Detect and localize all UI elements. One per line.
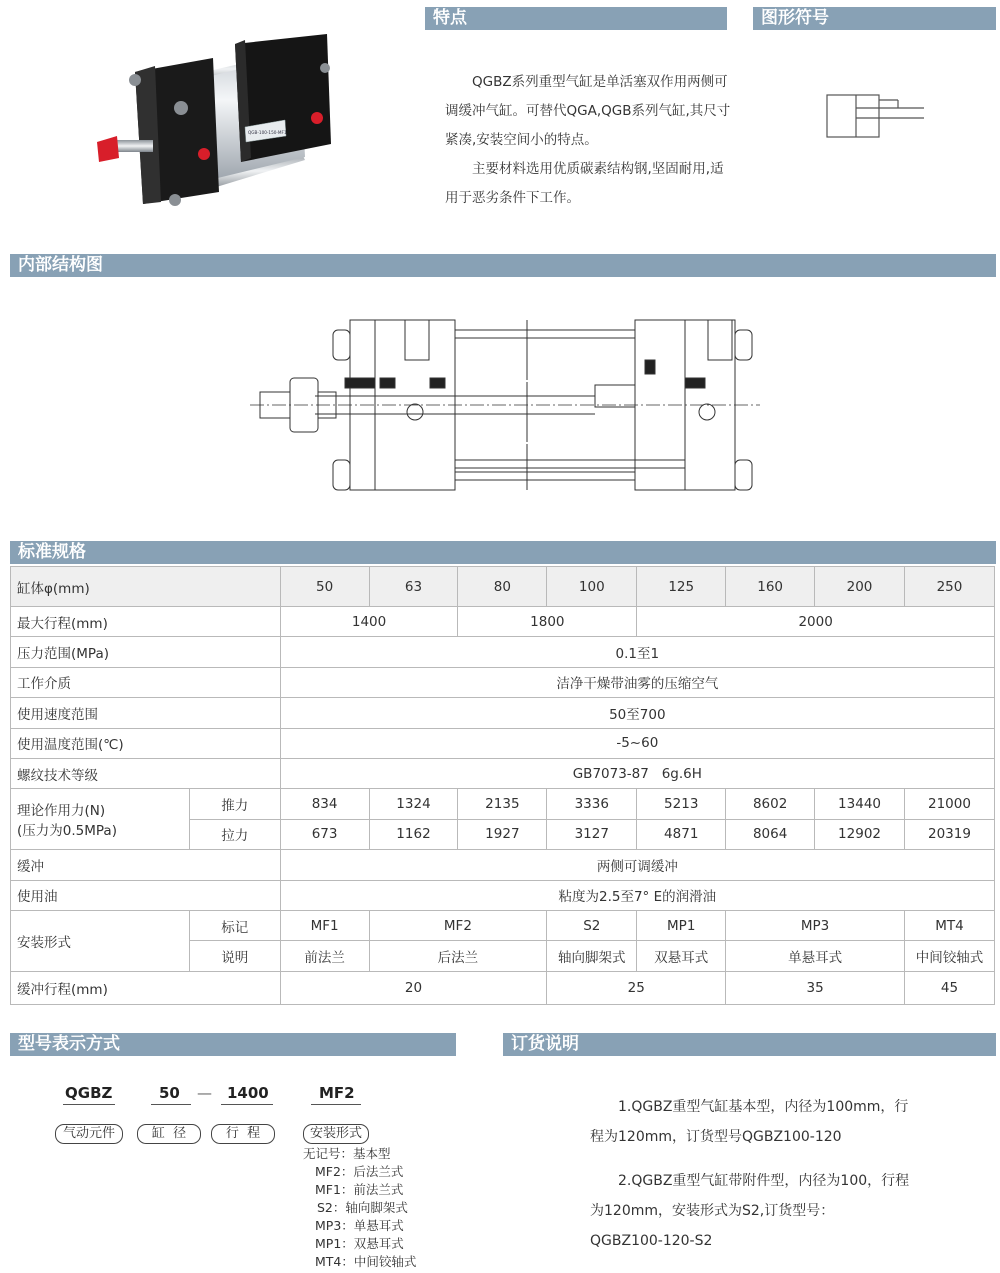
cushion-stroke-label: 缓冲行程(mm) [11,971,281,1004]
spec-row-temperature [11,728,995,758]
mount-mark: MP3 [726,910,905,940]
pressure-label: 压力范围(MPa) [11,637,281,667]
pill-bore: 缸 径 [137,1124,201,1144]
model-code-series: QGBZ [65,1084,113,1102]
desc-label: 说明 [189,941,280,971]
pull-value: 12902 [815,819,905,849]
push-value: 834 [280,789,369,819]
oil-label: 使用油 [11,880,281,910]
mount-desc: 双悬耳式 [637,941,726,971]
features-text [445,68,735,213]
spec-row-max-stroke [11,607,995,637]
mount-mark: MT4 [904,910,994,940]
mount-desc: 中间铰轴式 [904,941,994,971]
push-value: 13440 [815,789,905,819]
temperature-value: -5~60 [280,728,994,758]
pill-stroke: 行 程 [211,1124,275,1144]
mount-mark: MF2 [369,910,547,940]
model-code-stroke: 1400 [227,1084,269,1102]
cushion-label: 缓冲 [11,850,281,880]
spec-row-push [11,789,995,819]
bore-value: 200 [815,567,905,607]
spec-row-medium [11,667,995,697]
spec-row-cushion-stroke [11,971,995,1004]
order-example-1: 1.QGBZ重型气缸基本型，内径为100mm，行程为120mm，订货型号QGBZ100-120 [590,1099,909,1145]
cylinder-symbol-icon [826,94,926,139]
pull-value: 8064 [726,819,815,849]
model-code-mount: MF2 [319,1084,355,1102]
speed-value: 50至700 [280,698,994,728]
push-value: 8602 [726,789,815,819]
pull-value: 4871 [637,819,726,849]
mount-desc: 前法兰 [280,941,369,971]
internal-structure-diagram [245,300,765,510]
spec-row-mount-mark [11,910,995,940]
max-stroke-value: 1400 [280,607,458,637]
force-label-line-2: (压力为0.5MPa) [17,823,117,840]
mount-options-list [303,1145,416,1271]
push-value: 2135 [458,789,547,819]
model-code-dash: — [197,1084,212,1102]
bore-value: 125 [637,567,726,607]
thread-label: 螺纹技术等级 [11,758,281,788]
max-stroke-value: 2000 [637,607,995,637]
mount-option: MF2：后法兰式 [315,1164,404,1179]
cushion-stroke-value: 45 [904,971,994,1004]
symbol-title: 图形符号 [753,7,996,30]
cushion-stroke-value: 25 [547,971,726,1004]
bore-value: 250 [904,567,994,607]
push-label: 推力 [189,789,280,819]
mount-desc: 轴向脚架式 [547,941,637,971]
medium-value: 洁净干燥带油雾的压缩空气 [280,667,994,697]
spec-row-oil [11,880,995,910]
push-value: 5213 [637,789,726,819]
mount-option: MT4：中间铰轴式 [315,1254,417,1269]
spec-row-pressure [11,637,995,667]
thread-value: GB7073-87 6g.6H [280,758,994,788]
order-example-2: 2.QGBZ重型气缸带附件型，内径为100，行程为120mm，安装形式为S2,订货型号： [590,1173,910,1219]
mount-mark: MF1 [280,910,369,940]
speed-label: 使用速度范围 [11,698,281,728]
order-instructions [590,1092,920,1256]
photo-label: QGB-100-150-MF1 [248,130,287,135]
bore-value: 100 [547,567,637,607]
force-label-line-1: 理论作用力(N) [17,803,106,820]
order-title: 订货说明 [503,1033,996,1056]
underline [63,1104,115,1105]
pull-value: 1927 [458,819,547,849]
bore-label: 缸体φ(mm) [11,567,281,607]
pull-value: 20319 [904,819,994,849]
pill-mount-type: 安装形式 [303,1124,369,1144]
features-paragraph-2: 主要材料选用优质碳素结构钢,坚固耐用,适用于恶劣条件下工作。 [445,161,724,206]
push-value: 21000 [904,789,994,819]
cushion-stroke-value: 20 [280,971,547,1004]
pull-value: 1162 [369,819,458,849]
structure-title: 内部结构图 [10,254,996,277]
bore-value: 80 [458,567,547,607]
mount-desc: 单悬耳式 [726,941,905,971]
mount-desc: 后法兰 [369,941,547,971]
mount-option: MP3：单悬耳式 [315,1218,404,1233]
mount-label: 安装形式 [11,910,190,971]
model-code-bore: 50 [159,1084,180,1102]
features-paragraph-1: QGBZ系列重型气缸是单活塞双作用两侧可调缓冲气缸。可替代QGA,QGB系列气缸,其尺寸紧凑,安装空间小的特点。 [445,74,731,148]
spec-row-cushion [11,850,995,880]
mount-option: MF1：前法兰式 [315,1182,404,1197]
pressure-value: 0.1至1 [280,637,994,667]
pull-value: 3127 [547,819,637,849]
medium-label: 工作介质 [11,667,281,697]
spec-table [10,566,995,1005]
pull-value: 673 [280,819,369,849]
underline [221,1104,273,1105]
mount-option: MP1：双悬耳式 [315,1236,404,1251]
push-value: 3336 [547,789,637,819]
model-title: 型号表示方式 [10,1033,456,1056]
spec-row-bore [11,567,995,607]
mark-label: 标记 [189,910,280,940]
cylinder-photo [95,32,340,217]
cushion-value: 两侧可调缓冲 [280,850,994,880]
mount-mark: S2 [547,910,637,940]
mount-mark: MP1 [637,910,726,940]
max-stroke-value: 1800 [458,607,637,637]
push-value: 1324 [369,789,458,819]
spec-row-thread [11,758,995,788]
cushion-stroke-value: 35 [726,971,905,1004]
model-designation [55,1082,455,1272]
order-example-2-code: QGBZ100-120-S2 [590,1233,713,1249]
max-stroke-label: 最大行程(mm) [11,607,281,637]
bore-value: 50 [280,567,369,607]
mount-option: 无记号：基本型 [303,1146,391,1161]
spec-row-speed [11,698,995,728]
underline [151,1104,191,1105]
bore-value: 160 [726,567,815,607]
mount-option: S2：轴向脚架式 [317,1200,408,1215]
pill-pneumatic-element: 气动元件 [55,1124,123,1144]
pull-label: 拉力 [189,819,280,849]
oil-value: 粘度为2.5至7° E的润滑油 [280,880,994,910]
force-label [11,789,190,850]
spec-title: 标准规格 [10,541,996,564]
bore-value: 63 [369,567,458,607]
underline [311,1104,361,1105]
features-title: 特点 [425,7,727,30]
temperature-label: 使用温度范围(℃) [11,728,281,758]
